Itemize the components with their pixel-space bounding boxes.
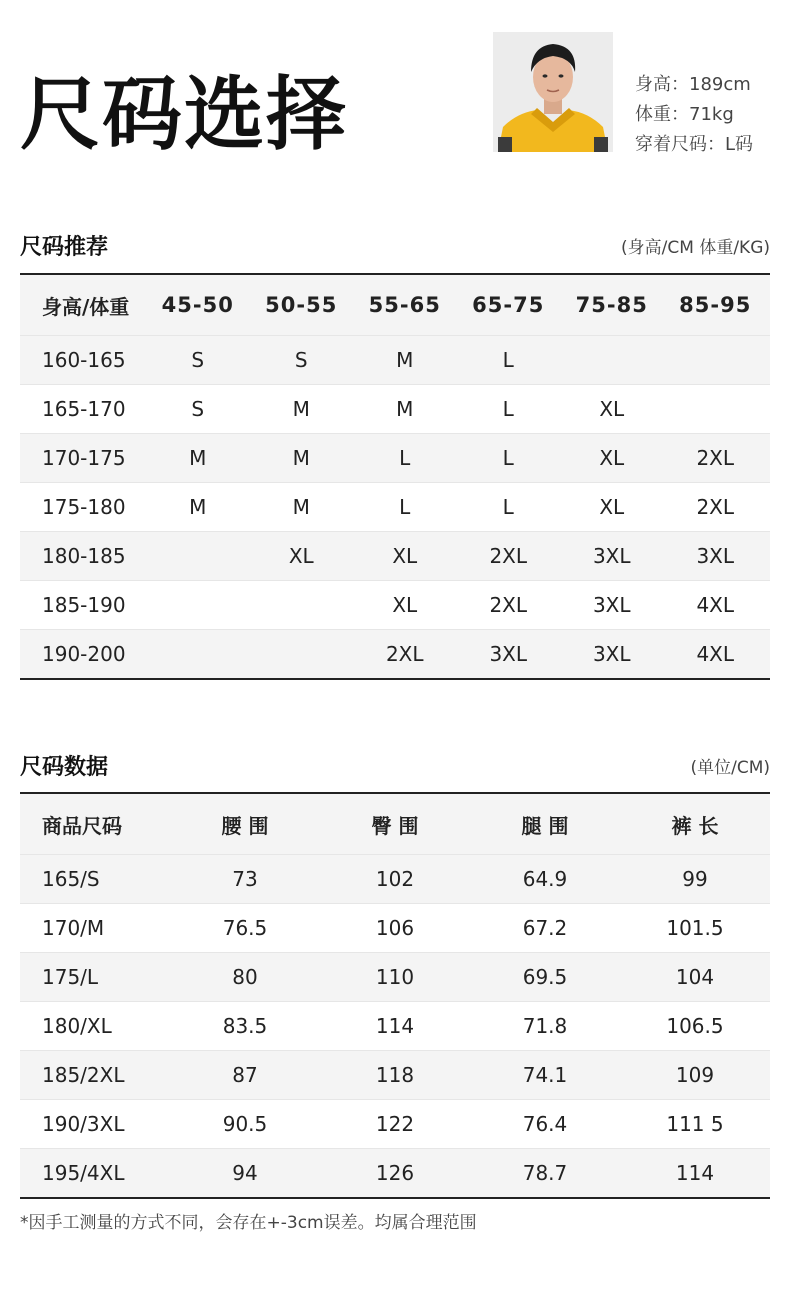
row-label: 165-170 bbox=[42, 397, 126, 421]
table-cell: 110 bbox=[375, 965, 415, 989]
table-row bbox=[20, 629, 770, 678]
row-label: 185-190 bbox=[42, 593, 126, 617]
table-cell: XL bbox=[599, 446, 625, 470]
size-recommend-table bbox=[20, 273, 770, 680]
row-label: 190/3XL bbox=[42, 1112, 125, 1136]
table-cell: L bbox=[502, 348, 514, 372]
table-cell: M bbox=[292, 495, 310, 519]
row-label: 180-185 bbox=[42, 544, 126, 568]
recommend-unit: (身高/CM 体重/KG) bbox=[621, 238, 770, 258]
table-cell: S bbox=[191, 348, 205, 372]
table-row bbox=[20, 384, 770, 433]
table-cell: L bbox=[399, 495, 411, 519]
header-cell: 腿 围 bbox=[521, 813, 569, 838]
table-cell: 83.5 bbox=[222, 1014, 268, 1038]
table-header-row bbox=[20, 275, 770, 335]
header-cell: 身高/体重 bbox=[42, 294, 130, 319]
table-row bbox=[20, 1001, 770, 1050]
table-cell: 101.5 bbox=[666, 916, 724, 940]
table-cell: M bbox=[292, 446, 310, 470]
table-cell: M bbox=[189, 495, 207, 519]
table-cell: 69.5 bbox=[522, 965, 568, 989]
model-height: 身高：189cm bbox=[635, 74, 751, 95]
table-cell: 4XL bbox=[696, 642, 735, 666]
table-cell: 122 bbox=[375, 1112, 415, 1136]
footnote: *因手工测量的方式不同，会存在+-3cm误差。均属合理范围 bbox=[20, 1213, 477, 1233]
table-cell: 74.1 bbox=[522, 1063, 568, 1087]
table-cell: 71.8 bbox=[522, 1014, 568, 1038]
row-label: 180/XL bbox=[42, 1014, 112, 1038]
table-cell: 106.5 bbox=[666, 1014, 724, 1038]
table-row bbox=[20, 482, 770, 531]
table-cell: XL bbox=[288, 544, 314, 568]
header-cell: 85-95 bbox=[679, 293, 752, 317]
table-row bbox=[20, 433, 770, 482]
table-row bbox=[20, 1050, 770, 1099]
table-cell: 3XL bbox=[592, 642, 631, 666]
table-cell: 2XL bbox=[489, 544, 528, 568]
table-cell: 73 bbox=[232, 867, 258, 891]
table-cell: 87 bbox=[232, 1063, 258, 1087]
model-photo bbox=[493, 32, 613, 152]
table-cell: S bbox=[294, 348, 308, 372]
table-cell: 2XL bbox=[696, 495, 735, 519]
model-photo-illustration bbox=[493, 32, 613, 152]
header-cell: 65-75 bbox=[472, 293, 545, 317]
table-cell: S bbox=[191, 397, 205, 421]
table-header-row bbox=[20, 794, 770, 854]
model-size: 穿着尺码：L码 bbox=[635, 134, 754, 155]
table-cell: 76.4 bbox=[522, 1112, 568, 1136]
row-label: 160-165 bbox=[42, 348, 126, 372]
table-row bbox=[20, 1099, 770, 1148]
table-row bbox=[20, 1148, 770, 1197]
table-cell: 90.5 bbox=[222, 1112, 268, 1136]
table-cell: M bbox=[189, 446, 207, 470]
table-cell: 78.7 bbox=[522, 1161, 568, 1185]
table-cell: 67.2 bbox=[522, 916, 568, 940]
header-cell: 55-65 bbox=[368, 293, 441, 317]
table-cell: 3XL bbox=[592, 544, 631, 568]
table-cell: 118 bbox=[375, 1063, 415, 1087]
table-cell: 114 bbox=[375, 1014, 415, 1038]
header-cell: 商品尺码 bbox=[42, 813, 122, 838]
row-label: 175-180 bbox=[42, 495, 126, 519]
table-cell: 3XL bbox=[592, 593, 631, 617]
table-row bbox=[20, 854, 770, 903]
table-cell: 4XL bbox=[696, 593, 735, 617]
table-cell: 2XL bbox=[385, 642, 424, 666]
table-cell: L bbox=[399, 446, 411, 470]
table-cell: 80 bbox=[232, 965, 258, 989]
table-cell: M bbox=[292, 397, 310, 421]
row-label: 170-175 bbox=[42, 446, 126, 470]
row-label: 195/4XL bbox=[42, 1161, 125, 1185]
row-label: 165/S bbox=[42, 867, 100, 891]
model-weight: 体重：71kg bbox=[635, 104, 734, 125]
table-cell: 3XL bbox=[696, 544, 735, 568]
recommend-title: 尺码推荐 bbox=[20, 235, 109, 260]
table-cell: 94 bbox=[232, 1161, 258, 1185]
row-label: 190-200 bbox=[42, 642, 126, 666]
table-cell: 114 bbox=[675, 1161, 715, 1185]
table-cell: M bbox=[396, 348, 414, 372]
header-cell: 臀 围 bbox=[371, 813, 419, 838]
table-cell: 104 bbox=[675, 965, 715, 989]
table-cell: 99 bbox=[682, 867, 708, 891]
header-cell: 50-55 bbox=[265, 293, 338, 317]
table-row bbox=[20, 335, 770, 384]
table-cell: XL bbox=[599, 397, 625, 421]
table-cell: XL bbox=[599, 495, 625, 519]
table-cell: 102 bbox=[375, 867, 415, 891]
table-cell: 106 bbox=[375, 916, 415, 940]
table-cell: XL bbox=[392, 593, 418, 617]
page-title: 尺码选择 bbox=[20, 68, 348, 161]
table-row bbox=[20, 531, 770, 580]
header-cell: 裤 长 bbox=[671, 813, 719, 838]
table-row bbox=[20, 580, 770, 629]
table-row bbox=[20, 903, 770, 952]
table-cell: 2XL bbox=[696, 446, 735, 470]
table-row bbox=[20, 952, 770, 1001]
table-cell: 76.5 bbox=[222, 916, 268, 940]
table-cell: XL bbox=[392, 544, 418, 568]
size-data-table bbox=[20, 792, 770, 1199]
table-cell: 3XL bbox=[489, 642, 528, 666]
table-cell: 109 bbox=[675, 1063, 715, 1087]
row-label: 185/2XL bbox=[42, 1063, 125, 1087]
table-cell: L bbox=[502, 495, 514, 519]
table-cell: L bbox=[502, 446, 514, 470]
row-label: 170/M bbox=[42, 916, 105, 940]
header-cell: 75-85 bbox=[575, 293, 648, 317]
row-label: 175/L bbox=[42, 965, 99, 989]
model-info bbox=[635, 70, 753, 160]
table-cell: 111 5 bbox=[666, 1112, 724, 1136]
header-cell: 腰 围 bbox=[221, 813, 269, 838]
spec-unit: (单位/CM) bbox=[690, 758, 770, 778]
table-cell: 126 bbox=[375, 1161, 415, 1185]
spec-title: 尺码数据 bbox=[20, 755, 109, 780]
table-cell: 2XL bbox=[489, 593, 528, 617]
table-cell: L bbox=[502, 397, 514, 421]
header-cell: 45-50 bbox=[161, 293, 234, 317]
table-cell: M bbox=[396, 397, 414, 421]
table-cell: 64.9 bbox=[522, 867, 568, 891]
